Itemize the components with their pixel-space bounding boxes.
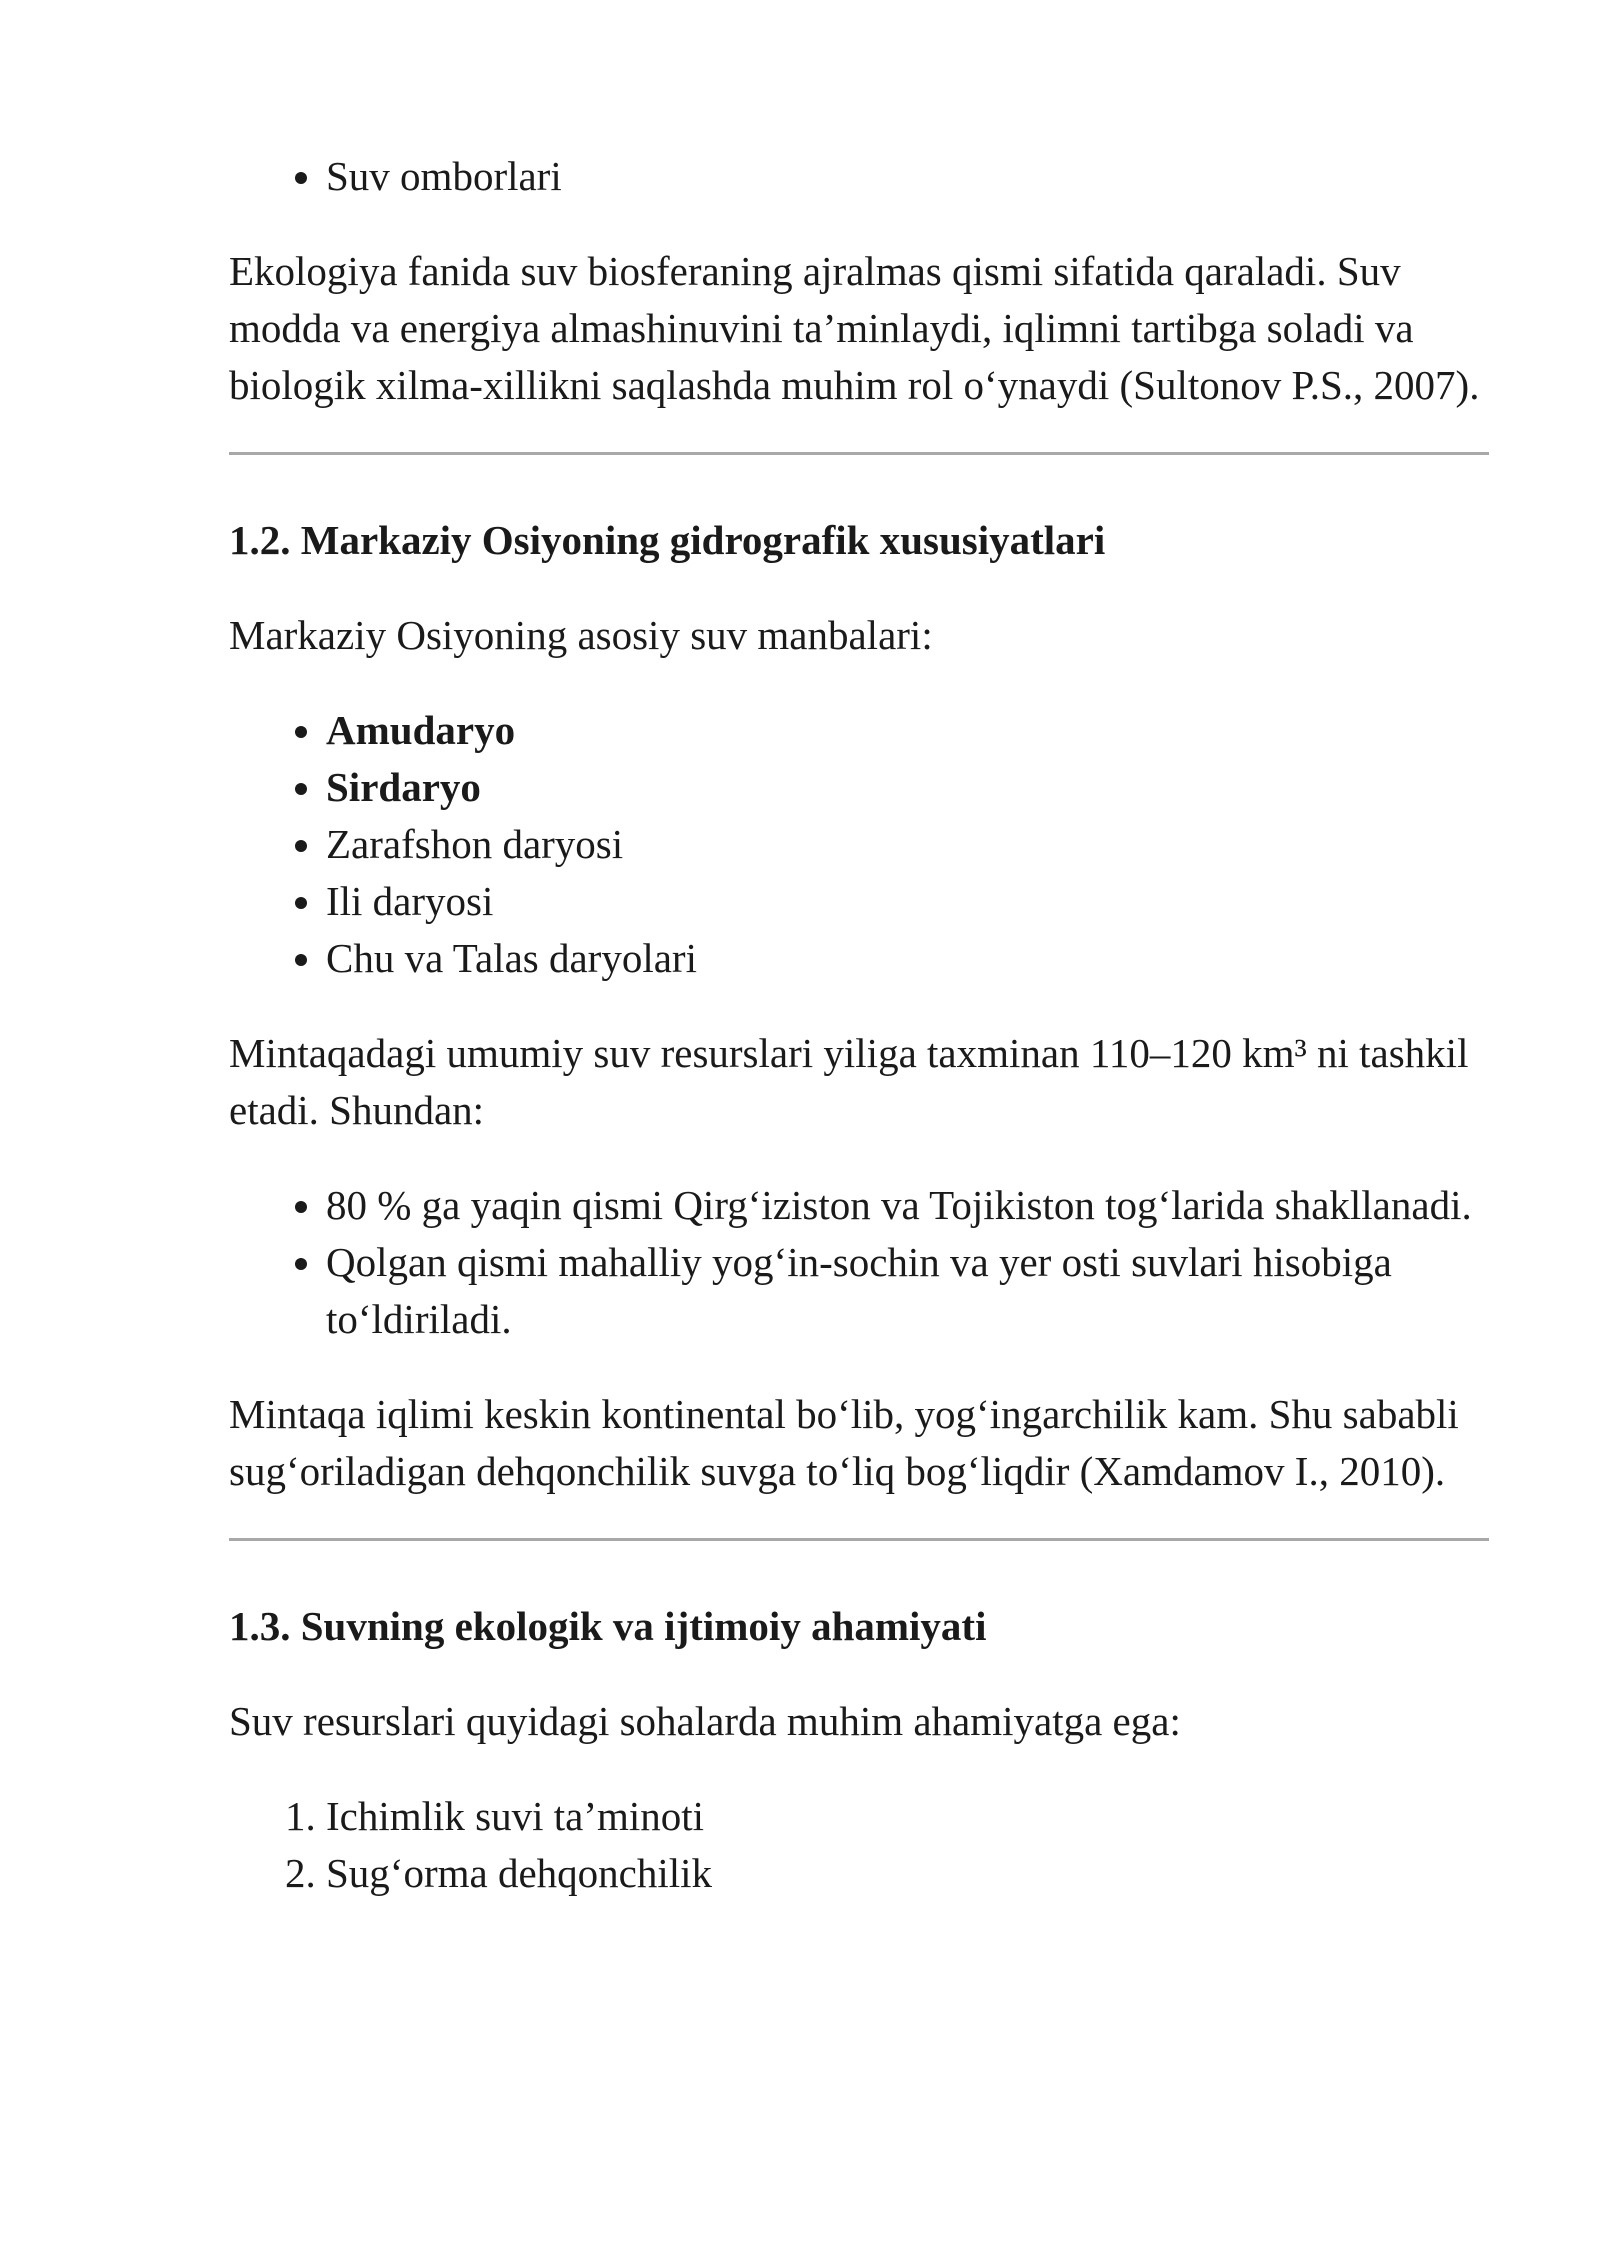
list-item: • 80 % ga yaqin qismi Qirg‘iziston va Tojikiston tog‘larida shakllanadi. bbox=[326, 1177, 1489, 1234]
list-item-river bbox=[326, 873, 1489, 930]
list-top bbox=[229, 148, 1489, 205]
river-name: Sirdaryo bbox=[326, 764, 481, 810]
paragraph-water-resources: Mintaqadagi umumiy suv resurslari yiliga taxminan 110–120 km³ ni tashkil etadi. Shundan: bbox=[229, 1030, 1469, 1133]
river-name: Zarafshon daryosi bbox=[326, 821, 624, 867]
list-item-river bbox=[326, 702, 1489, 759]
list-rivers bbox=[229, 702, 1489, 987]
river-name: Amudaryo bbox=[326, 707, 516, 753]
list-item: • Qolgan qismi mahalliy yog‘in-sochin va yer osti suvlari hisobiga to‘ldiriladi. bbox=[326, 1234, 1489, 1348]
river-name: Chu va Talas daryolari bbox=[326, 935, 697, 981]
paragraph-water-sources-intro: Markaziy Osiyoning asosiy suv manbalari: bbox=[229, 612, 933, 658]
list-item: 2. Sug‘orma dehqonchilik bbox=[326, 1845, 1489, 1902]
paragraph-importance-intro: Suv resurslari quyidagi sohalarda muhim ahamiyatga ega: bbox=[229, 1698, 1181, 1744]
section-heading-1-3: 1.3. Suvning ekologik va ijtimoiy ahamiyati bbox=[229, 1603, 987, 1649]
list-importance bbox=[229, 1788, 1489, 1902]
river-name: Ili daryosi bbox=[326, 878, 494, 924]
section-heading-1-2: 1.2. Markaziy Osiyoning gidrografik xususiyatlari bbox=[229, 517, 1106, 563]
paragraph-climate: Mintaqa iqlimi keskin kontinental bo‘lib, yog‘ingarchilik kam. Shu sababli sug‘oriladigan dehqonchilik suvga to‘liq bog‘liqdir (Xamdamov I., 2010). bbox=[229, 1391, 1459, 1494]
list-item: 1. Ichimlik suvi ta’minoti bbox=[326, 1788, 1489, 1845]
list-item-river bbox=[326, 759, 1489, 816]
list-item-river bbox=[326, 930, 1489, 987]
paragraph-ecology: Ekologiya fanida suv biosferaning ajralmas qismi sifatida qaraladi. Suv modda va energiya almashinuvini ta’minlaydi, iqlimni tartibga soladi va biologik xilma-xillikni saqlashda muhim rol o‘ynaydi (Sultonov P.S., 2007). bbox=[229, 248, 1480, 408]
list-resources bbox=[229, 1177, 1489, 1348]
list-item: • Suv omborlari bbox=[326, 148, 1489, 205]
document-body bbox=[229, 148, 1489, 1902]
list-item-river bbox=[326, 816, 1489, 873]
